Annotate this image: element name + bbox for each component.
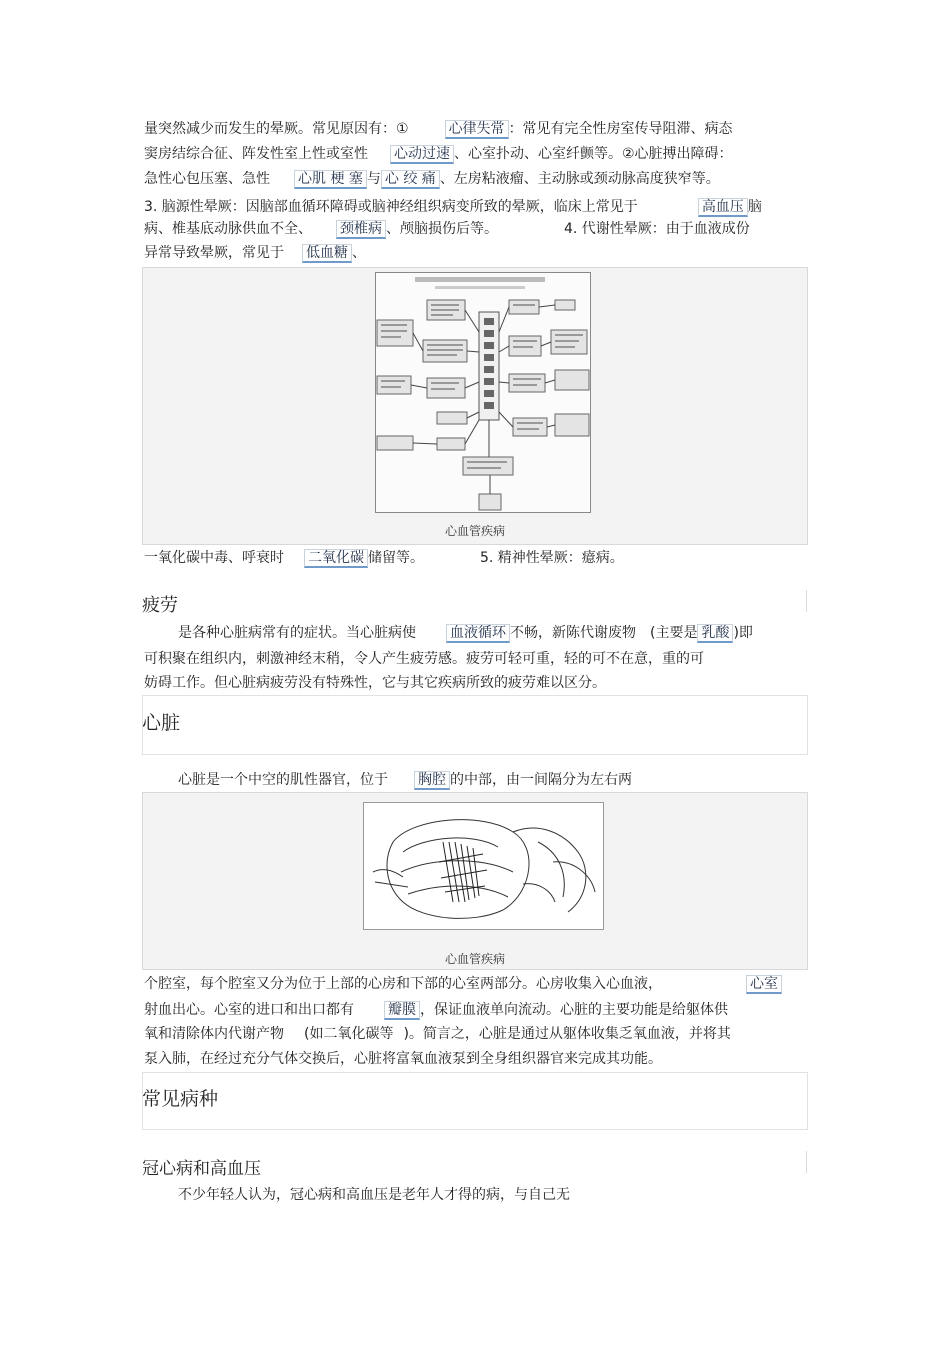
heart-illustration-image <box>363 802 604 930</box>
text: ：常见有完全性房室传导阻滞、病态 <box>508 121 733 137</box>
text: 、 <box>352 245 366 261</box>
section-heading-fatigue: 疲劳 <box>142 595 178 616</box>
text: 不畅，新陈代谢废物 <box>510 625 636 641</box>
text: 脑 <box>747 199 762 215</box>
paragraph-line <box>144 220 750 239</box>
paragraph-line <box>144 145 733 164</box>
link-lactic-acid[interactable]: 乳酸 <box>697 624 733 643</box>
paragraph-line: 可积聚在组织内，刺激神经末稍，令人产生疲劳感。疲劳可轻可重，轻的可不在意，重的可 <box>144 651 704 667</box>
link-hypoglycemia[interactable]: 低血糖 <box>302 244 352 263</box>
text: 异常导致晕厥，常见于 <box>144 245 284 261</box>
paragraph-line: 妨碍工作。但心脏病疲劳没有特殊性，它与其它疾病所致的疲劳难以区分。 <box>144 675 606 691</box>
section-heading-heart: 心脏 <box>142 712 181 734</box>
text: 、颅脑损伤后等。 <box>386 221 498 237</box>
link-tachycardia[interactable]: 心动过速 <box>390 145 454 164</box>
paragraph-line <box>144 975 782 994</box>
text: ，保证血液单向流动。心脏的主要功能是给躯体供 <box>420 1002 728 1018</box>
figure-flowchart <box>142 267 808 545</box>
link-thoracic-cavity[interactable]: 胸腔 <box>414 771 450 790</box>
figure-heart-drawing <box>142 792 808 970</box>
paragraph-line <box>178 771 632 790</box>
text: (如二氧化碳等 <box>304 1026 394 1042</box>
text: 氧和清除体内代谢产物 <box>144 1026 284 1042</box>
paragraph-line <box>144 120 733 139</box>
text: 4. 代谢性晕厥：由于血液成份 <box>564 221 750 237</box>
text: )。简言之，心脏是通过从躯体收集乏氧血液，并将其 <box>403 1026 731 1042</box>
subheading-chd-hypertension: 冠心病和高血压 <box>142 1159 261 1179</box>
link-carbon-dioxide[interactable]: 二氧化碳 <box>304 549 368 568</box>
paragraph-line <box>144 198 762 217</box>
link-blood-circulation[interactable]: 血液循环 <box>446 624 510 643</box>
section-heading-common-diseases: 常见病种 <box>142 1088 219 1110</box>
text: 急性心包压塞、急性 <box>144 171 270 187</box>
text: 的中部，由一间隔分为左右两 <box>450 772 632 788</box>
divider <box>806 1151 807 1173</box>
text: )即 <box>733 625 753 641</box>
paragraph-line <box>178 624 753 643</box>
paragraph-line <box>144 1001 728 1020</box>
section-heading-box <box>142 695 808 755</box>
link-valve[interactable]: 瓣膜 <box>384 1001 420 1020</box>
link-arrhythmia[interactable]: 心律失常 <box>445 120 509 139</box>
link-ventricle[interactable]: 心室 <box>746 975 782 994</box>
section-heading-box <box>142 1072 808 1130</box>
flowchart-image <box>375 272 591 513</box>
paragraph-line <box>144 170 720 189</box>
text: 病、椎基底动脉供血不全、 <box>144 221 312 237</box>
text: 3. 脑源性晕厥：因脑部血循环障碍或脑神经组织病变所致的晕厥，临床上常见于 <box>144 199 638 215</box>
text: 与 <box>366 171 381 187</box>
paragraph-line: 泵入肺，在经过充分气体交换后，心脏将富氧血液泵到全身组织器官来完成其功能。 <box>144 1051 662 1067</box>
text: 射血出心。心室的进口和出口都有 <box>144 1002 354 1018</box>
paragraph-line <box>144 244 366 263</box>
text: 、左房粘液瘤、主动脉或颈动脉高度狭窄等。 <box>439 171 720 187</box>
figure-caption: 心血管疾病 <box>444 524 505 538</box>
link-hypertension[interactable]: 高血压 <box>698 198 748 217</box>
text: 窦房结综合征、阵发性室上性或室性 <box>144 146 368 162</box>
link-angina[interactable]: 心 绞 痛 <box>381 170 440 189</box>
text: 量突然减少而发生的晕厥。常见原因有：① <box>144 121 409 137</box>
text: 一氧化碳中毒、呼衰时 <box>144 550 284 566</box>
text: 心脏是一个中空的肌性器官，位于 <box>178 772 388 788</box>
text: 储留等。 <box>368 550 424 566</box>
paragraph-line <box>144 1025 731 1043</box>
text: 个腔室，每个腔室又分为位于上部的心房和下部的心室两部分。心房收集入心血液， <box>144 976 662 992</box>
text: 、心室扑动、心室纤颤等。②心脏搏出障碍： <box>454 146 733 162</box>
paragraph-line: 不少年轻人认为，冠心病和高血压是老年人才得的病，与自己无 <box>178 1187 570 1203</box>
link-cervical-spondylosis[interactable]: 颈椎病 <box>336 220 386 239</box>
figure-caption: 心血管疾病 <box>444 952 505 966</box>
text: 5. 精神性晕厥：癔病。 <box>480 550 624 566</box>
divider <box>806 590 807 612</box>
link-myocardial-infarction[interactable]: 心肌 梗 塞 <box>294 170 367 189</box>
paragraph-line <box>144 549 624 568</box>
text: 是各种心脏病常有的症状。当心脏病使 <box>178 625 416 641</box>
text: (主要是 <box>650 625 698 641</box>
